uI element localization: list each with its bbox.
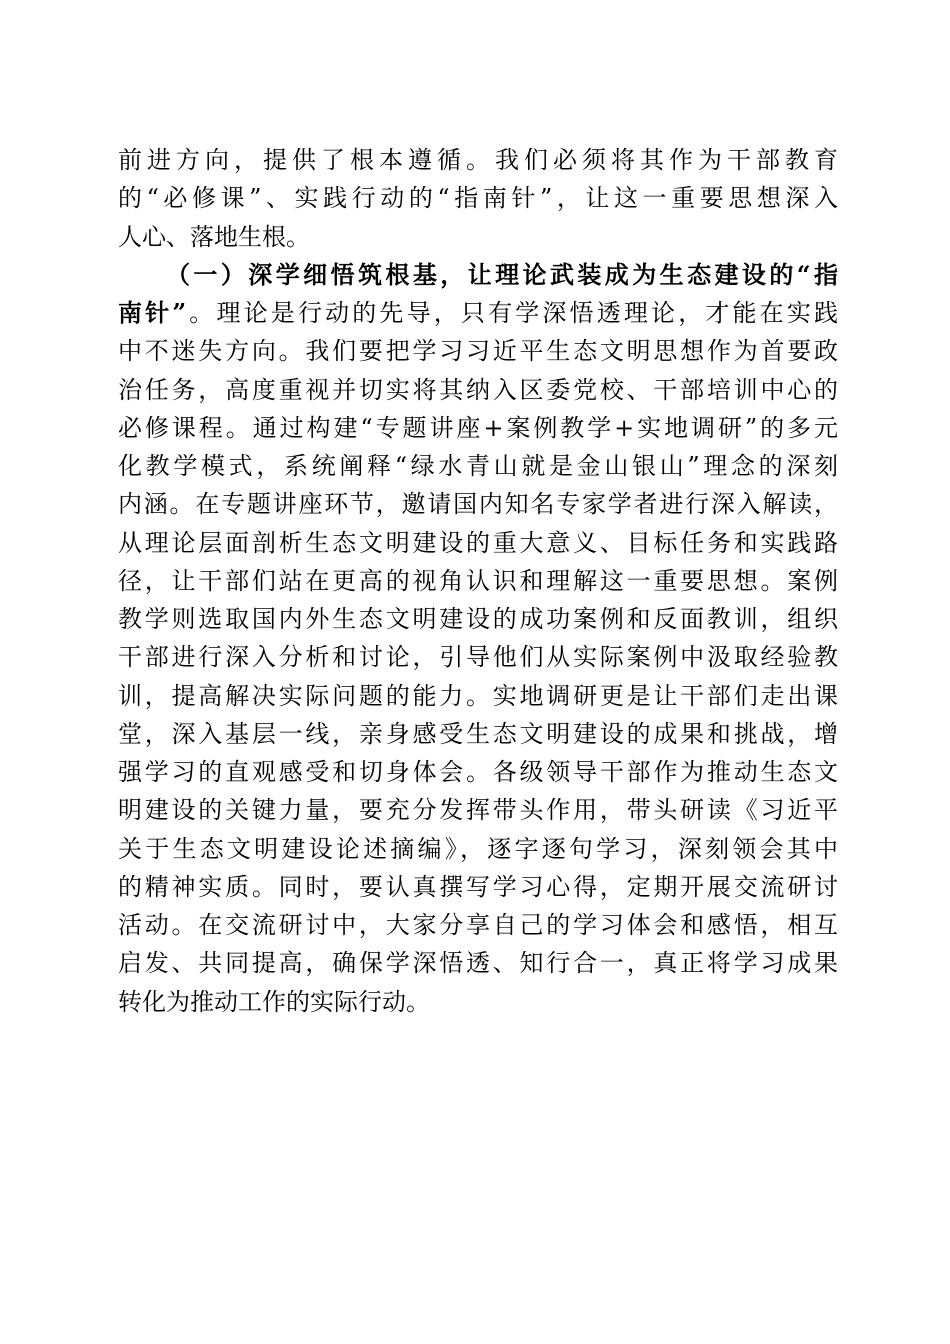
section-heading-line-1: （一）深学细悟筑根基，让理论武装成为生态建设的“指 — [166, 259, 838, 289]
section-line-8: 从理论层面剖析生态文明建设的重大意义、目标任务和实践路 — [118, 528, 838, 557]
section-line-10: 教学则选取国内外生态文明建设的成功案例和反面教训，组织 — [118, 605, 838, 633]
section-line-7: 内涵。在专题讲座环节，邀请国内知名专家学者进行深入解读， — [118, 490, 838, 519]
section-line-19: 启发、共同提高，确保学深悟透、知行合一，真正将学习成果 — [118, 949, 838, 978]
section-line-12: 训，提高解决实际问题的能力。实地调研更是让干部们走出课 — [118, 681, 838, 710]
intro-line-1: 前进方向，提供了根本遵循。我们必须将其作为干部教育 — [118, 146, 838, 174]
section-line-9: 径，让干部们站在更高的视角认识和理解这一重要思想。案例 — [118, 566, 838, 595]
document-body — [118, 141, 838, 1021]
section-line-6: 化教学模式，系统阐释“绿水青山就是金山银山”理念的深刻 — [118, 452, 838, 480]
intro-line-2: 的“必修课”、实践行动的“指南针”，让这一重要思想深入 — [118, 184, 838, 213]
section-line-3: 中不迷失方向。我们要把学习习近平生态文明思想作为首要政 — [118, 337, 838, 366]
section-line-11: 干部进行深入分析和讨论，引导他们从实际案例中汲取经验教 — [118, 643, 838, 672]
section-line-4: 治任务，高度重视并切实将其纳入区委党校、干部培训中心的 — [118, 375, 838, 404]
section-line-18: 活动。在交流研讨中，大家分享自己的学习体会和感悟，相互 — [118, 911, 838, 939]
section-line-16: 关于生态文明建设论述摘编》，逐字逐句学习，深刻领会其中 — [118, 834, 838, 863]
section-line-17: 的精神实质。同时，要认真撰写学习心得，定期开展交流研讨 — [118, 872, 838, 901]
section-line-5: 必修课程。通过构建“专题讲座+案例教学+实地调研”的多元 — [118, 413, 838, 442]
section-line-14: 强学习的直观感受和切身体会。各级领导干部作为推动生态文 — [118, 758, 838, 786]
section-line-2-text: 。理论是行动的先导，只有学深悟透理论，才能在实践 — [186, 299, 839, 327]
section-heading-tail: 南针” — [118, 298, 187, 327]
section-line-2 — [118, 294, 838, 332]
section-line-20: 转化为推动工作的实际行动。 — [118, 987, 430, 1016]
section-line-15: 明建设的关键力量，要充分发挥带头作用，带头研读《习近平 — [118, 796, 838, 825]
section-line-13: 堂，深入基层一线，亲身感受生态文明建设的成果和挑战，增 — [118, 719, 838, 748]
intro-line-3: 人心、落地生根。 — [118, 222, 310, 251]
